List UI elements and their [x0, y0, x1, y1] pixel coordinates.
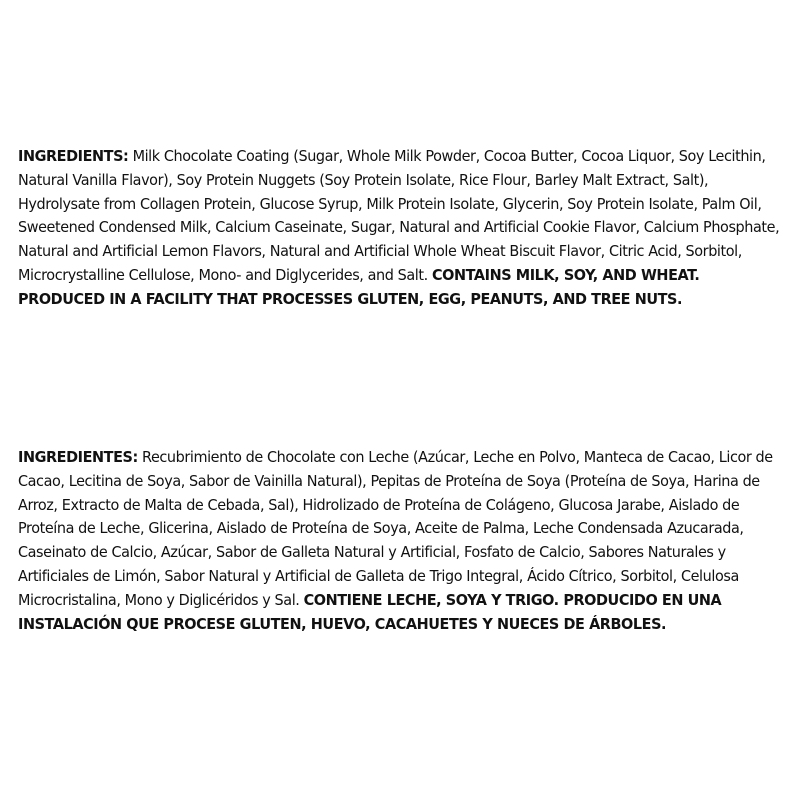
- ingredients-list: Milk Chocolate Coating (Sugar, Whole Milk Powder, Cocoa Butter, Cocoa Liquor, Soy Lecithin, Natural Vanilla Flavor), Soy Protein Nuggets (Soy Protein Isolate, Rice Flour, Barley Malt Extract, Salt), Hydrolysate from Collagen Protein, Glucose Syrup, Milk Protein Isolate, Glycerin, Soy Protein Isolate, Palm Oil, Sweetened Condensed Milk, Calcium Caseinate, Sugar, Natural and Artificial Cookie Flavor, Calcium Phosphate, Natural and Artificial Lemon Flavors, Natural and Artificial Whole Wheat Biscuit Flavor, Citric Acid, Sorbitol, Microcrystalline Cellulose, Mono- and Diglycerides, and Salt.: [18, 147, 780, 284]
- ingredientes-heading: INGREDIENTES:: [18, 448, 138, 466]
- ingredients-english: [18, 145, 781, 312]
- ingredients-spanish: [18, 446, 781, 636]
- ingredientes-list: Recubrimiento de Chocolate con Leche (Azúcar, Leche en Polvo, Manteca de Cacao, Licor de Cacao, Lecitina de Soya, Sabor de Vainilla Natural), Pepitas de Proteína de Soya (Proteína de Soya, Harina de Arroz, Extracto de Malta de Cebada, Sal), Hidrolizado de Proteína de Colágeno, Glucosa Jarabe, Aislado de Proteína de Leche, Glicerina, Aislado de Proteína de Soya, Aceite de Palma, Leche Condensada Azucarada, Caseinato de Calcio, Azúcar, Sabor de Galleta Natural y Artificial, Fosfato de Calcio, Sabores Naturales y Artificiales de Limón, Sabor Natural y Artificial de Galleta de Trigo Integral, Ácido Cítrico, Sorbitol, Celulosa Microcristalina, Mono y Diglicéridos y Sal.: [18, 448, 773, 609]
- ingredients-heading: INGREDIENTS:: [18, 147, 129, 165]
- alergenos-statement: CONTIENE LECHE, SOYA Y TRIGO. PRODUCIDO EN UNA INSTALACIÓN QUE PROCESE GLUTEN, HUEVO, CACAHUETES Y NUECES DE ÁRBOLES.: [18, 590, 722, 633]
- allergen-statement: CONTAINS MILK, SOY, AND WHEAT. PRODUCED IN A FACILITY THAT PROCESSES GLUTEN, EGG, PEANUTS, AND TREE NUTS.: [18, 265, 700, 308]
